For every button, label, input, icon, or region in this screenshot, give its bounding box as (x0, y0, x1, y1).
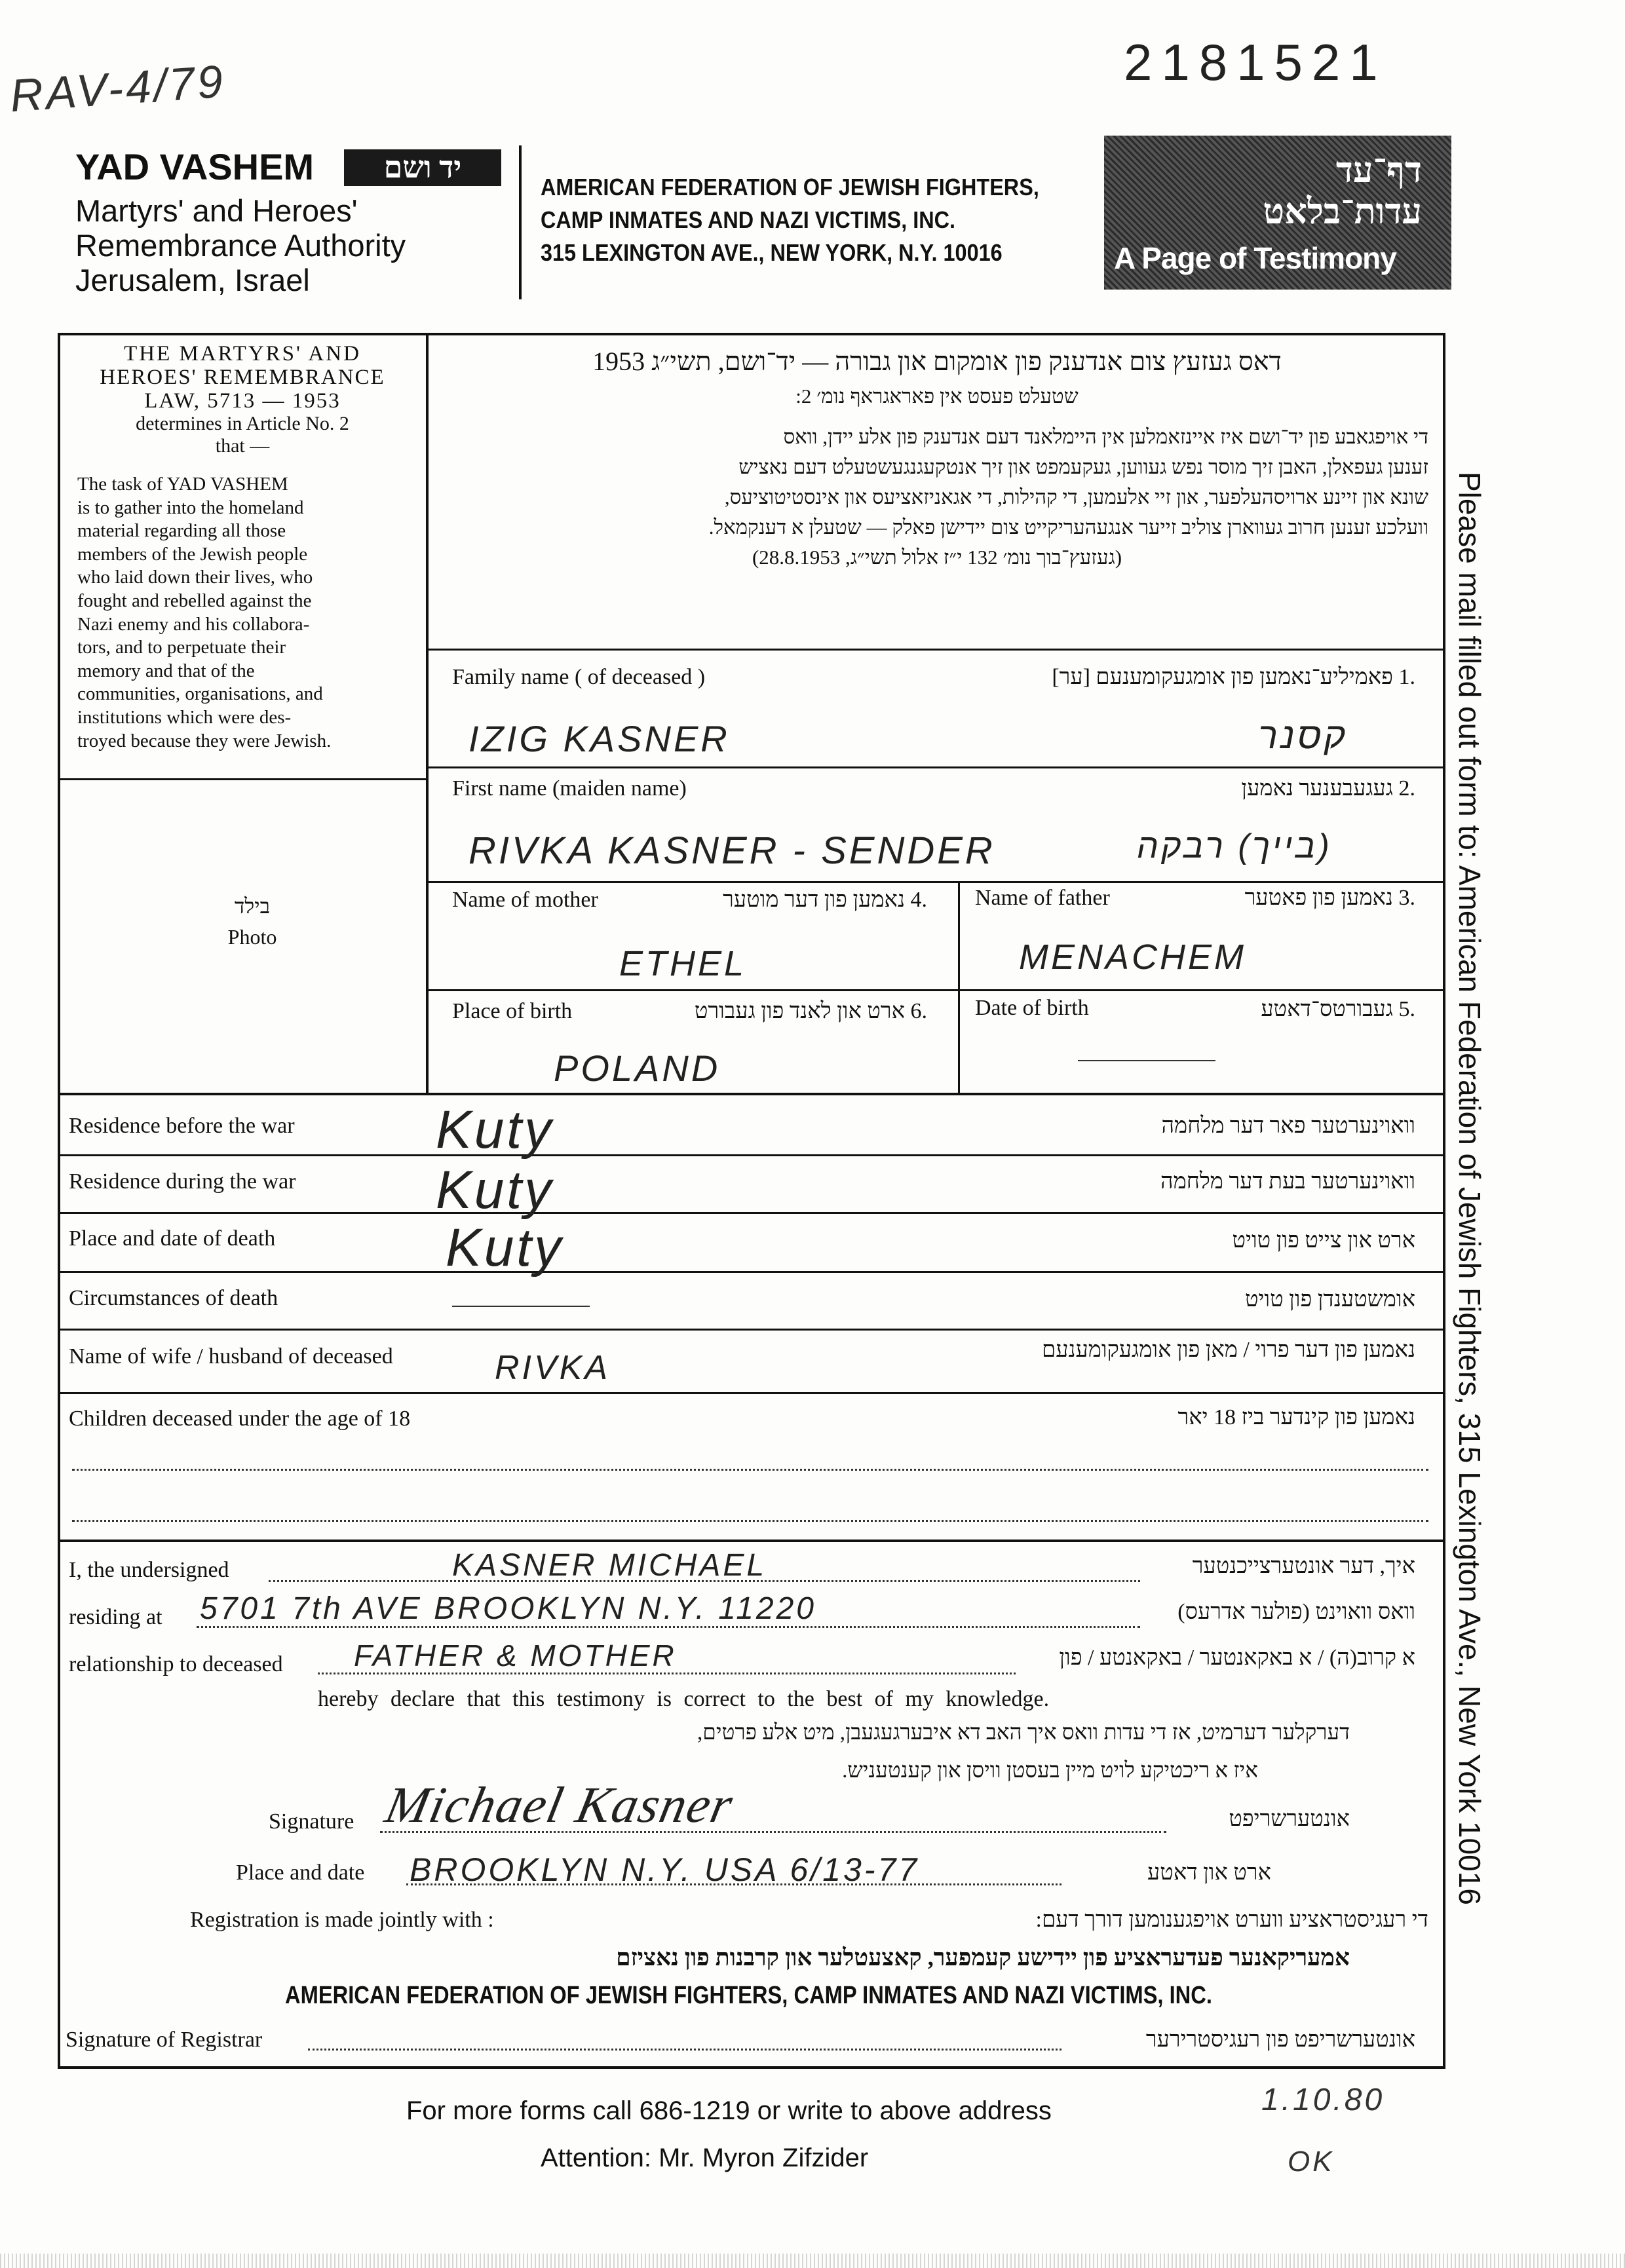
document-number: 2181521 (1124, 33, 1387, 91)
rule-res-during (58, 1212, 1445, 1214)
law-text-2: is to gather into the homeland (77, 497, 304, 518)
birth-place-label: Place of birth (452, 999, 573, 1023)
yiddish-law-line-2: זענען געפאלן, האבן זיך מוסר נפש געווען, געקעמפט און זיך אנטקעגנגעשטעלט דעם נאציש (738, 455, 1428, 478)
law-text-9: memory and that of the (77, 660, 255, 681)
yiddish-law-line-5: (געזעץ־בוך נומ׳ 132 י״ז אלול תשי״ג, 28.8.1953) (752, 546, 1122, 569)
page-of-testimony-badge (1104, 136, 1451, 290)
children-label: Children deceased under the age of 18 (69, 1407, 411, 1431)
federation-line3: 315 LEXINGTON AVE., NEW YORK, N.Y. 10016 (541, 239, 1003, 266)
federation-hebrew: אמעריקאנער פעדעראציע פון יידישע קעמפער, קאצעטלער און קרבנות פון נאציזם (616, 1944, 1350, 1971)
rule-below-first (427, 881, 1445, 883)
law-text-5: who laid down their lives, who (77, 567, 313, 588)
law-text-12: troyed because they were Jewish. (77, 730, 332, 751)
yiddish-law-title: דאס געזעץ צום אנדענק פון אומקום און גבורה — יד־ושם, תשי״ג 1953 (592, 347, 1282, 376)
signature-value[interactable]: Michael Kasner (380, 1776, 739, 1833)
mother-value[interactable]: ETHEL (619, 944, 747, 983)
law-text-4: members of the Jewish people (77, 543, 308, 565)
relationship-hebrew-label: א קרוב(ה) / א באקאנטער / באקאנטע / פון (1059, 1646, 1415, 1670)
yad-vashem-name: YAD VASHEM (75, 146, 315, 187)
yad-vashem-line1: Martyrs' and Heroes' (75, 193, 358, 228)
yad-vashem-logo (75, 145, 501, 303)
badge-hebrew-1: דף־עד (1335, 151, 1422, 190)
law-box-bottom (58, 778, 427, 780)
yiddish-law-line-3: שונא און זיינע ארויסהעלפער, און זיי אלעמען, די קהילות, די אגאניזאציעס און אינסטיטוציעס, (724, 485, 1428, 508)
res-during-label: Residence during the war (69, 1169, 296, 1194)
registration-label: Registration is made jointly with : (190, 1908, 494, 1932)
badge-english: A Page of Testimony (1114, 241, 1396, 275)
birth-date-pen-stroke (1078, 1060, 1215, 1061)
first-name-label: First name (maiden name) (452, 776, 687, 801)
law-heading-1: THE MARTYRS' AND (124, 342, 361, 366)
place-date-hebrew-label: ארט און דאטע (1147, 1861, 1271, 1885)
spouse-label: Name of wife / husband of deceased (69, 1344, 393, 1369)
children-line-1[interactable] (72, 1469, 1428, 1471)
federation-line2: CAMP INMATES AND NAZI VICTIMS, INC. (541, 206, 956, 233)
circumstances-hebrew-label: אומשטענדן פון טויט (1244, 1287, 1415, 1312)
law-text-8: tors, and to perpetuate their (77, 637, 286, 658)
law-box-text (77, 473, 411, 753)
undersigned-label: I, the undersigned (69, 1558, 229, 1582)
res-before-value[interactable]: Kuty (436, 1100, 554, 1160)
mother-label: Name of mother (452, 888, 598, 912)
first-name-value[interactable]: RIVKA KASNER - SENDER (468, 829, 995, 872)
yiddish-law-line-4: וועלכע זענען חרוב געווארן צוליב זייער אנגעהעריקייט צום יידישן פאלק — שטעלן א דענקמאל. (708, 516, 1428, 539)
declaration-hebrew-1: דערקלער דערמיט, אז די עדות וואס איך האב דא איבערגעגעבן, מיט אלע פרטים, (697, 1721, 1350, 1745)
law-text-10: communities, organisations, and (77, 683, 323, 705)
law-text-6: fought and rebelled against the (77, 590, 312, 611)
registration-hebrew-label: די רעגיסטראציע ווערט אויפגענומען דורך דעם: (1035, 1908, 1428, 1932)
yiddish-law-line-1: די אויפגאבע פון יד־ושם איז איינזאמלען אין היימלאנד דעם אנדענק פון אלע יידן, וואס (783, 425, 1428, 448)
footer-line-2: Attention: Mr. Myron Zifzider (541, 2144, 869, 2172)
father-hebrew-label: .3 נאמען פון פאטער (1244, 886, 1415, 910)
law-text-1: The task of YAD VASHEM (77, 474, 288, 495)
top-scribble: RAV-4/79 (8, 55, 227, 122)
law-text-3: material regarding all those (77, 520, 286, 542)
death-place-hebrew-label: ארט און צייט פון טויט (1232, 1228, 1415, 1253)
residing-value[interactable]: 5701 7th AVE BROOKLYN N.Y. 11220 (200, 1591, 816, 1626)
first-name-hebrew-value[interactable]: (בייך) רבקה (1137, 827, 1332, 865)
rule-below-birth (58, 1093, 1445, 1095)
family-name-label: Family name ( of deceased ) (452, 665, 706, 689)
photo-english: Photo (227, 925, 277, 949)
declaration-english: hereby declare that this testimony is correct to the best of my knowledge. (318, 1687, 1050, 1711)
place-date-value[interactable]: BROOKLYN N.Y. USA 6/13-77 (410, 1851, 920, 1888)
law-heading-2: HEROES' REMEMBRANCE (100, 366, 385, 389)
federation-line1: AMERICAN FEDERATION OF JEWISH FIGHTERS, (541, 174, 1039, 200)
registrar-label: Signature of Registrar (66, 2028, 263, 2052)
birth-date-label: Date of birth (975, 996, 1089, 1020)
badge-hebrew-2: עדות־בלאט (1263, 192, 1422, 231)
header-divider (519, 145, 522, 299)
declaration-hebrew-2: איז א ריכטיקע לויט מיין בעסטן וויסן און קענטעניש. (842, 1759, 1258, 1783)
law-box-heading (66, 342, 419, 457)
yad-vashem-line2: Remembrance Authority (75, 228, 406, 263)
birth-date-hebrew-label: .5 געבורטס־דאטע (1261, 997, 1415, 1021)
signature-label: Signature (269, 1809, 354, 1834)
family-name-hebrew-label: .1 פאמיליע־נאמען פון אומגעקומענעם [ער] (1052, 665, 1415, 689)
residing-label: residing at (69, 1605, 162, 1629)
rule-below-family (427, 766, 1445, 768)
rule-circumstances (58, 1329, 1445, 1331)
rule-res-before (58, 1154, 1445, 1156)
rule-death-place (58, 1271, 1445, 1273)
place-date-label: Place and date (236, 1861, 365, 1885)
relationship-value[interactable]: FATHER & MOTHER (354, 1638, 677, 1673)
family-name-hebrew-value[interactable]: קסנר (1258, 715, 1348, 756)
footer-line-1: For more forms call 686-1219 or write to above address (406, 2096, 1052, 2125)
photo-hebrew: בילד (234, 894, 271, 918)
birth-place-hebrew-label: .6 ארט און לאנד פון געבורט (694, 999, 927, 1023)
yiddish-law-subtitle: שטעלט פעסט אין פאראגראף נומ׳ 2: (795, 385, 1079, 407)
death-place-value[interactable]: Kuty (446, 1218, 564, 1277)
mother-hebrew-label: .4 נאמען פון דער מוטער (723, 888, 927, 912)
father-label: Name of father (975, 886, 1110, 910)
yad-vashem-hebrew-plate: יד ושם (344, 149, 501, 186)
law-heading-5: that — (215, 435, 270, 457)
rule-children (58, 1540, 1445, 1542)
father-value[interactable]: MENACHEM (1019, 937, 1247, 977)
children-line-2[interactable] (72, 1520, 1428, 1522)
first-name-hebrew-label: .2 געגעבענער נאמען (1241, 776, 1415, 801)
federation-header (541, 174, 1104, 267)
left-column-divider (426, 333, 429, 1094)
side-mail-instructions: Please mail filled out form to: American Federation of Jewish Fighters, 315 Lexington Ave., New York 10016 (1453, 472, 1487, 1905)
res-before-label: Residence before the war (69, 1114, 295, 1138)
law-heading-3: LAW, 5713 — 1953 (144, 389, 341, 413)
res-during-hebrew-label: וואוינערטער בעת דער מלחמה (1160, 1169, 1415, 1194)
rule-below-law (427, 649, 1445, 651)
federation-english: AMERICAN FEDERATION OF JEWISH FIGHTERS, CAMP INMATES AND NAZI VICTIMS, INC. (285, 1982, 1212, 2009)
yad-vashem-line3: Jerusalem, Israel (75, 263, 310, 297)
registrar-hebrew-label: אונטערשריפט פון רעגיסטרירער (1145, 2028, 1415, 2052)
signature-hebrew-label: אונטערשריפט (1229, 1807, 1350, 1831)
family-name-value[interactable]: IZIG KASNER (468, 718, 730, 759)
residing-hebrew-label: וואס וואוינט (פולער אדרעס) (1177, 1600, 1415, 1624)
undersigned-value[interactable]: KASNER MICHAEL (452, 1548, 767, 1583)
res-during-value[interactable]: Kuty (436, 1160, 554, 1220)
photo-placeholder (197, 894, 308, 949)
spouse-value[interactable]: RIVKA (495, 1349, 611, 1387)
birth-place-value[interactable]: POLAND (554, 1048, 721, 1089)
registrar-line[interactable] (308, 2049, 1061, 2051)
law-text-11: institutions which were des- (77, 706, 292, 728)
footer-note-date: 1.10.80 (1261, 2083, 1385, 2117)
children-hebrew-label: נאמען פון קינדער ביז 18 יאר (1177, 1405, 1415, 1429)
circumstances-pen-stroke (452, 1306, 590, 1307)
yiddish-law-block (446, 346, 1428, 569)
law-heading-4: determines in Article No. 2 (136, 413, 349, 434)
law-text-7: Nazi enemy and his collabora- (77, 613, 310, 635)
death-place-label: Place and date of death (69, 1226, 276, 1251)
res-before-hebrew-label: וואוינערטער פאר דער מלחמה (1161, 1114, 1415, 1138)
circumstances-label: Circumstances of death (69, 1286, 278, 1310)
relationship-label: relationship to deceased (69, 1652, 283, 1676)
rule-below-parents (427, 989, 1445, 991)
rule-spouse (58, 1392, 1445, 1394)
spouse-hebrew-label: נאמען פון דער פרוי / מאן פון אומגעקומענעם (1042, 1338, 1415, 1362)
undersigned-hebrew-label: איך, דער אונטערצייכנטער (1192, 1554, 1415, 1578)
scan-bottom-noise (0, 2254, 1625, 2268)
footer-note-ok: OK (1288, 2145, 1335, 2178)
parents-divider (958, 881, 960, 1094)
